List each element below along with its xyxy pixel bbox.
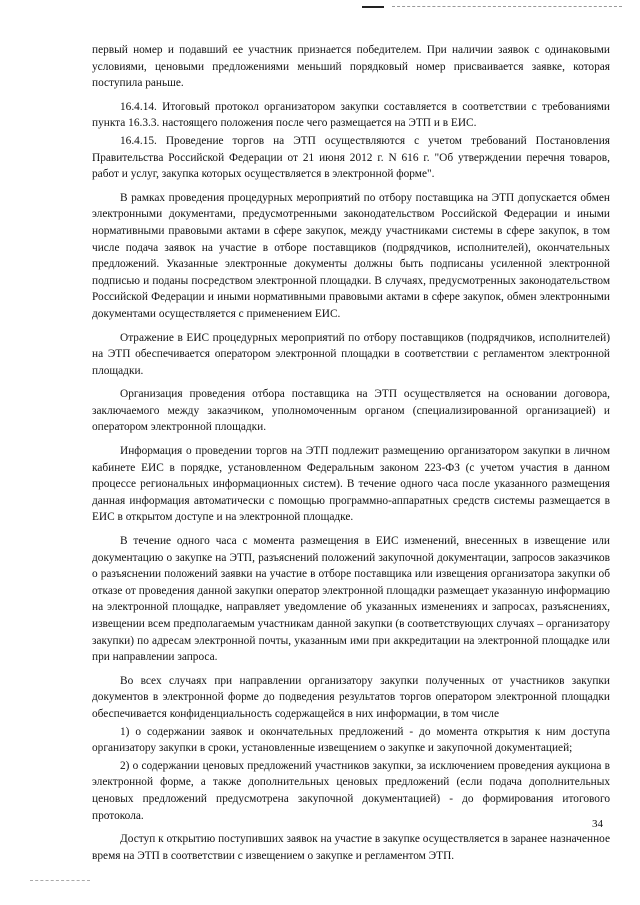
scan-artifact-top [362,6,384,8]
list-item-1: 1) о содержании заявок и окончательных предложений - до момента открытия к ним доступа организатору закупки в сроки, установленные извещением о закупке и закупочной документацией; [92,725,610,755]
paragraph-electronic-exchange: В рамках проведения процедурных мероприятий по отбору поставщика на ЭТП допускается обмен электронными документами, предусмотренными законодательством Российской Федерации и иными нормативными правовыми актами в сфере закупок, между участниками системы в сфере закупок, в том числе подача заявок на участие в отборе поставщиков (подрядчиков, исполнителей), окончательных предложений. Указанные электронные документы должны быть подписаны усиленной электронной подписью и поданы посредством электронной площадки. В случаях, предусмотренных законодательством Российской Федерации и иными нормативными правовыми актами в сфере закупок, обмен электронными документами осуществляется с применением ЕИС. [92,191,610,320]
paragraph-changes-notification: В течение одного часа с момента размещения в ЕИС изменений, внесенных в извещение или документацию о закупке на ЭТП, разъяснений положений закупочной документации, запросов заказчиков о разъяснении положений заявки на участие в отборе поставщика или извещения организатора закупки об отказе от проведения данной закупки оператор электронной площадки размещает указанную информацию на электронной площадке, направляет уведомление об указанных изменениях и запросах, разъяснениях, извещении всем предполагаемым участникам данной закупки (в соответствующих случаях – организатору закупки) по адресам электронной почты, указанным ими при аккредитации на электронной площадке или при направлении запроса. [92,535,610,664]
paragraph-confidentiality: Во всех случаях при направлении организатору закупки полученных от участников закупки документов в электронной форме до подведения результатов торгов оператором электронной площадки обеспечивается конфиденциальность содержащейся в них информации, в том числе [92,674,610,720]
paragraph-16-4-15: 16.4.15. Проведение торгов на ЭТП осуществляются с учетом требований Постановления Правительства Российской Федерации от 21 июня 2012 г. N 616 г. "Об утверждении перечня товаров, работ и услуг, закупка которых осуществляется в электронной форме". [92,134,610,181]
page-number: 34 [592,818,603,830]
scan-artifact-line [392,6,622,7]
list-item-2: 2) о содержании ценовых предложений участников закупки, за исключением проведения аукциона в электронной форме, а также дополнительных ценовых предложений (если подача дополнительных ценовых предложений предусмотрена закупочной документацией) - до формирования итогового протокола. [92,759,610,822]
paragraph-access-opening: Доступ к открытию поступивших заявок на участие в закупке осуществляется в заранее назначенное время на ЭТП в соответствии с извещением о закупке и регламентом ЭТП. [92,833,610,862]
paragraph-information-posting: Информация о проведении торгов на ЭТП подлежит размещению организатором закупки в личном кабинете ЕИС в порядке, установленном Федеральным законом 223-ФЗ (с учетом участия в данном процессе региональных информационных систем). В течение одного часа после указанного размещения данная информация автоматически с помощью программно-аппаратных средств системы размещается в ЕИС в открытом доступе и на электронной площадке. [92,445,610,524]
paragraph-continuation: первый номер и подавший ее участник признается победителем. При наличии заявок с одинаковыми условиями, ценовыми предложениями меньший порядковый номер присваивается заявке, которая поступила раньше. [92,44,610,90]
paragraph-organization: Организация проведения отбора поставщика на ЭТП осуществляется на основании договора, заключаемого между заказчиком, уполномоченным органом (специализированной организацией) и оператором электронной площадки. [92,388,610,434]
paragraph-16-4-14: 16.4.14. Итоговый протокол организатором закупки составляется в соответствии с требованиями пункта 16.3.3. настоящего положения после чего размещается на ЭТП и в ЕИС. [92,100,610,130]
scan-artifact-bottom [30,880,90,881]
paragraph-eis-reflection: Отражение в ЕИС процедурных мероприятий по отбору поставщиков (подрядчиков, исполнителей) на ЭТП обеспечивается оператором электронной площадки в соответствии с регламентом электронной площадки. [92,331,610,377]
document-body [92,42,610,871]
